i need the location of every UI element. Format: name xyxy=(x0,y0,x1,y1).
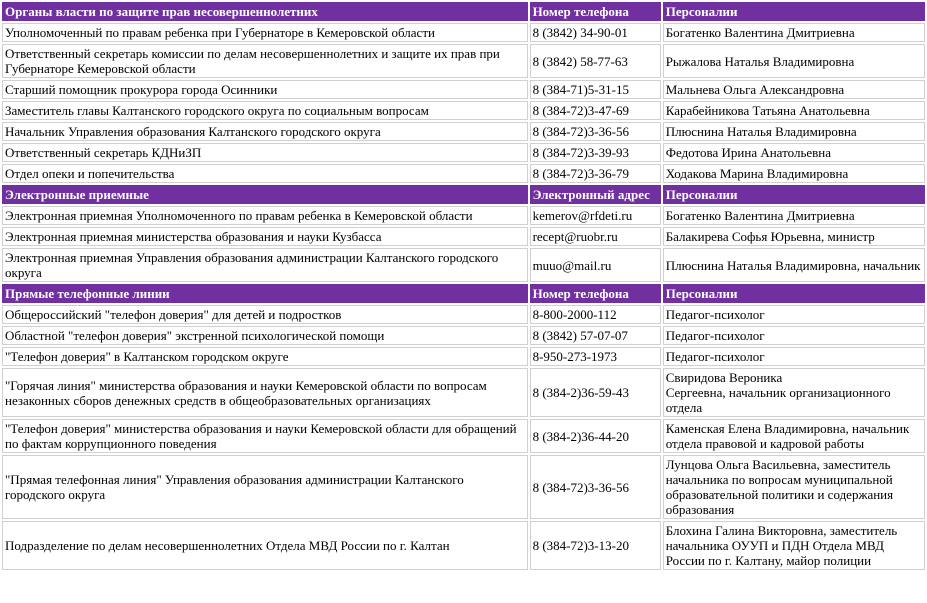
person-cell: Карабейникова Татьяна Анатольевна xyxy=(663,101,925,120)
table-row xyxy=(2,23,925,42)
table-row xyxy=(2,101,925,120)
email-cell: kemerov@rfdeti.ru xyxy=(530,206,661,225)
organization-cell: Начальник Управления образования Калтанского городского округа xyxy=(2,122,528,141)
phone-cell: 8 (384-2)36-44-20 xyxy=(530,419,661,453)
phone-cell: 8 (384-72)3-36-56 xyxy=(530,122,661,141)
organization-cell: Подразделение по делам несовершеннолетних Отдела МВД России по г. Калтан xyxy=(2,521,528,570)
person-cell: Плюснина Наталья Владимировна, начальник xyxy=(663,248,925,282)
organization-cell: Отдел опеки и попечительства xyxy=(2,164,528,183)
table-row xyxy=(2,164,925,183)
person-cell: Ходакова Марина Владимировна xyxy=(663,164,925,183)
table-row xyxy=(2,80,925,99)
header-cell: Электронный адрес xyxy=(530,185,661,204)
header-cell: Персоналии xyxy=(663,185,925,204)
phone-cell: 8-800-2000-112 xyxy=(530,305,661,324)
organization-cell: Старший помощник прокурора города Осинники xyxy=(2,80,528,99)
table-row xyxy=(2,206,925,225)
person-cell: Педагог-психолог xyxy=(663,326,925,345)
table-row xyxy=(2,368,925,417)
organization-cell: Областной "телефон доверия" экстренной психологической помощи xyxy=(2,326,528,345)
person-name-line: Свиридова Вероника xyxy=(665,370,783,385)
phone-cell: 8 (3842) 58-77-63 xyxy=(530,44,661,78)
organization-cell: "Телефон доверия" министерства образования и науки Кемеровской области для обращений по фактам коррупционного поведения xyxy=(2,419,528,453)
phone-cell: 8 (384-72)3-47-69 xyxy=(530,101,661,120)
person-cell: Педагог-психолог xyxy=(663,305,925,324)
phone-cell: 8 (384-71)5-31-15 xyxy=(530,80,661,99)
table-row xyxy=(2,227,925,246)
person-cell: Богатенко Валентина Дмитриевна xyxy=(663,206,925,225)
organization-cell: "Прямая телефонная линия" Управления образования администрации Калтанского городского округа xyxy=(2,455,528,519)
table-row xyxy=(2,455,925,519)
table-row xyxy=(2,326,925,345)
person-cell: Балакирева Софья Юрьевна, министр xyxy=(663,227,925,246)
person-cell: Лунцова Ольга Васильевна, заместитель начальника по вопросам муниципальной образовательной политики и содержания образования xyxy=(663,455,925,519)
phone-cell: 8 (3842) 34-90-01 xyxy=(530,23,661,42)
person-cell: Мальнева Ольга Александровна xyxy=(663,80,925,99)
header-cell: Персоналии xyxy=(663,2,925,21)
table-row xyxy=(2,347,925,366)
phone-cell: 8 (384-72)3-39-93 xyxy=(530,143,661,162)
table-row xyxy=(2,122,925,141)
person-cell: Федотова Ирина Анатольевна xyxy=(663,143,925,162)
organization-cell: "Телефон доверия" в Калтанском городском округе xyxy=(2,347,528,366)
organization-cell: Электронная приемная Управления образования администрации Калтанского городского округа xyxy=(2,248,528,282)
person-cell: Плюснина Наталья Владимировна xyxy=(663,122,925,141)
organization-cell: Уполномоченный по правам ребенка при Губернаторе в Кемеровской области xyxy=(2,23,528,42)
header-cell: Номер телефона xyxy=(530,284,661,303)
person-cell: Блохина Галина Викторовна, заместитель начальника ОУУП и ПДН Отдела МВД России по г. Калтану, майор полиции xyxy=(663,521,925,570)
phone-cell: 8 (384-72)3-13-20 xyxy=(530,521,661,570)
email-cell: muuo@mail.ru xyxy=(530,248,661,282)
organization-cell: Ответственный секретарь комиссии по делам несовершеннолетних и защите их прав при Губернаторе Кемеровской области xyxy=(2,44,528,78)
phone-cell: 8-950-273-1973 xyxy=(530,347,661,366)
person-cell xyxy=(663,368,925,417)
phone-cell: 8 (384-72)3-36-79 xyxy=(530,164,661,183)
organization-cell: Ответственный секретарь КДНиЗП xyxy=(2,143,528,162)
table-row xyxy=(2,419,925,453)
organization-cell: Электронная приемная министерства образования и науки Кузбасса xyxy=(2,227,528,246)
email-cell: recept@ruobr.ru xyxy=(530,227,661,246)
person-cell: Каменская Елена Владимировна, начальник отдела правовой и кадровой работы xyxy=(663,419,925,453)
phone-cell: 8 (3842) 57-07-07 xyxy=(530,326,661,345)
section-header-authorities xyxy=(2,2,925,21)
person-role-line: Сергеевна, начальник организационного отдела xyxy=(665,385,891,415)
table-row xyxy=(2,521,925,570)
organization-cell: "Горячая линия" министерства образования и науки Кемеровской области по вопросам незаконных сборов денежных средств в общеобразовательных организациях xyxy=(2,368,528,417)
table-row xyxy=(2,305,925,324)
header-cell: Персоналии xyxy=(663,284,925,303)
person-cell: Богатенко Валентина Дмитриевна xyxy=(663,23,925,42)
organization-cell: Электронная приемная Уполномоченного по правам ребенка в Кемеровской области xyxy=(2,206,528,225)
header-cell: Прямые телефонные линии xyxy=(2,284,528,303)
person-cell: Педагог-психолог xyxy=(663,347,925,366)
organization-cell: Общероссийский "телефон доверия" для детей и подростков xyxy=(2,305,528,324)
phone-cell: 8 (384-2)36-59-43 xyxy=(530,368,661,417)
table-row xyxy=(2,143,925,162)
section-header-electronic xyxy=(2,185,925,204)
header-cell: Электронные приемные xyxy=(2,185,528,204)
header-cell: Номер телефона xyxy=(530,2,661,21)
table-row xyxy=(2,44,925,78)
section-header-hotlines xyxy=(2,284,925,303)
phone-cell: 8 (384-72)3-36-56 xyxy=(530,455,661,519)
organization-cell: Заместитель главы Калтанского городского округа по социальным вопросам xyxy=(2,101,528,120)
person-cell: Рыжалова Наталья Владимировна xyxy=(663,44,925,78)
header-cell: Органы власти по защите прав несовершеннолетних xyxy=(2,2,528,21)
table-row xyxy=(2,248,925,282)
